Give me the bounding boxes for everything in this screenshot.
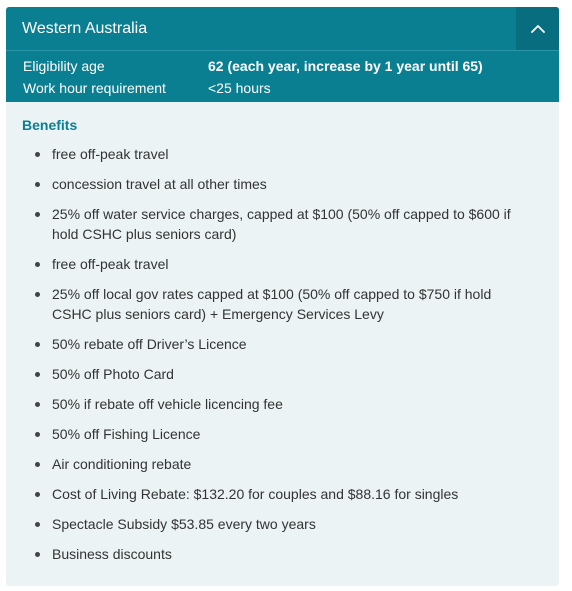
benefit-text: 25% off local gov rates capped at $100 (50% off capped to $750 if hold CSHC plus seniors card) + Emergency Services Levy — [52, 286, 492, 322]
list-item — [22, 454, 543, 474]
benefits-list — [22, 144, 543, 564]
summary-row-eligibility-age — [23, 55, 559, 77]
summary-label: Eligibility age — [23, 58, 105, 74]
state-title: Western Australia — [22, 19, 148, 37]
bullet-icon — [35, 462, 40, 467]
bullet-icon — [35, 212, 40, 217]
summary-value: <25 hours — [208, 80, 271, 96]
bullet-icon — [35, 342, 40, 347]
benefit-text: Business discounts — [52, 546, 172, 562]
summary-row-work-hours — [23, 77, 559, 99]
eligibility-summary — [6, 50, 559, 102]
bullet-icon — [35, 522, 40, 527]
benefit-text: Air conditioning rebate — [52, 456, 192, 472]
benefit-text: 25% off water service charges, capped at $100 (50% off capped to $600 if hold CSHC plus seniors card) — [52, 206, 511, 242]
accordion-header[interactable] — [6, 7, 559, 50]
bullet-icon — [35, 152, 40, 157]
list-item — [22, 144, 543, 164]
chevron-up-icon — [531, 24, 545, 33]
list-item — [22, 334, 543, 354]
benefit-text: 50% off Photo Card — [52, 366, 174, 382]
list-item — [22, 424, 543, 444]
list-item — [22, 544, 543, 564]
list-item — [22, 204, 543, 244]
bullet-icon — [35, 182, 40, 187]
benefit-text: free off-peak travel — [52, 256, 169, 272]
bullet-icon — [35, 262, 40, 267]
benefit-text: concession travel at all other times — [52, 176, 267, 192]
list-item — [22, 174, 543, 194]
benefits-heading: Benefits — [22, 117, 78, 133]
benefits-section — [6, 102, 559, 564]
summary-label: Work hour requirement — [23, 80, 166, 96]
benefit-text: 50% off Fishing Licence — [52, 426, 201, 442]
benefit-text: Cost of Living Rebate: $132.20 for couples and $88.16 for singles — [52, 486, 459, 502]
benefit-text: Spectacle Subsidy $53.85 every two years — [52, 516, 316, 532]
collapse-toggle-button[interactable] — [516, 7, 559, 50]
benefit-text: 50% rebate off Driver’s Licence — [52, 336, 247, 352]
list-item — [22, 254, 543, 274]
list-item — [22, 284, 543, 324]
benefit-text: 50% if rebate off vehicle licencing fee — [52, 396, 283, 412]
bullet-icon — [35, 402, 40, 407]
bullet-icon — [35, 432, 40, 437]
benefit-text: free off-peak travel — [52, 146, 169, 162]
list-item — [22, 394, 543, 414]
bullet-icon — [35, 372, 40, 377]
bullet-icon — [35, 292, 40, 297]
bullet-icon — [35, 552, 40, 557]
summary-value: 62 (each year, increase by 1 year until 65) — [208, 58, 483, 74]
list-item — [22, 484, 543, 504]
list-item — [22, 364, 543, 384]
bullet-icon — [35, 492, 40, 497]
list-item — [22, 514, 543, 534]
state-card-western-australia — [6, 7, 559, 586]
